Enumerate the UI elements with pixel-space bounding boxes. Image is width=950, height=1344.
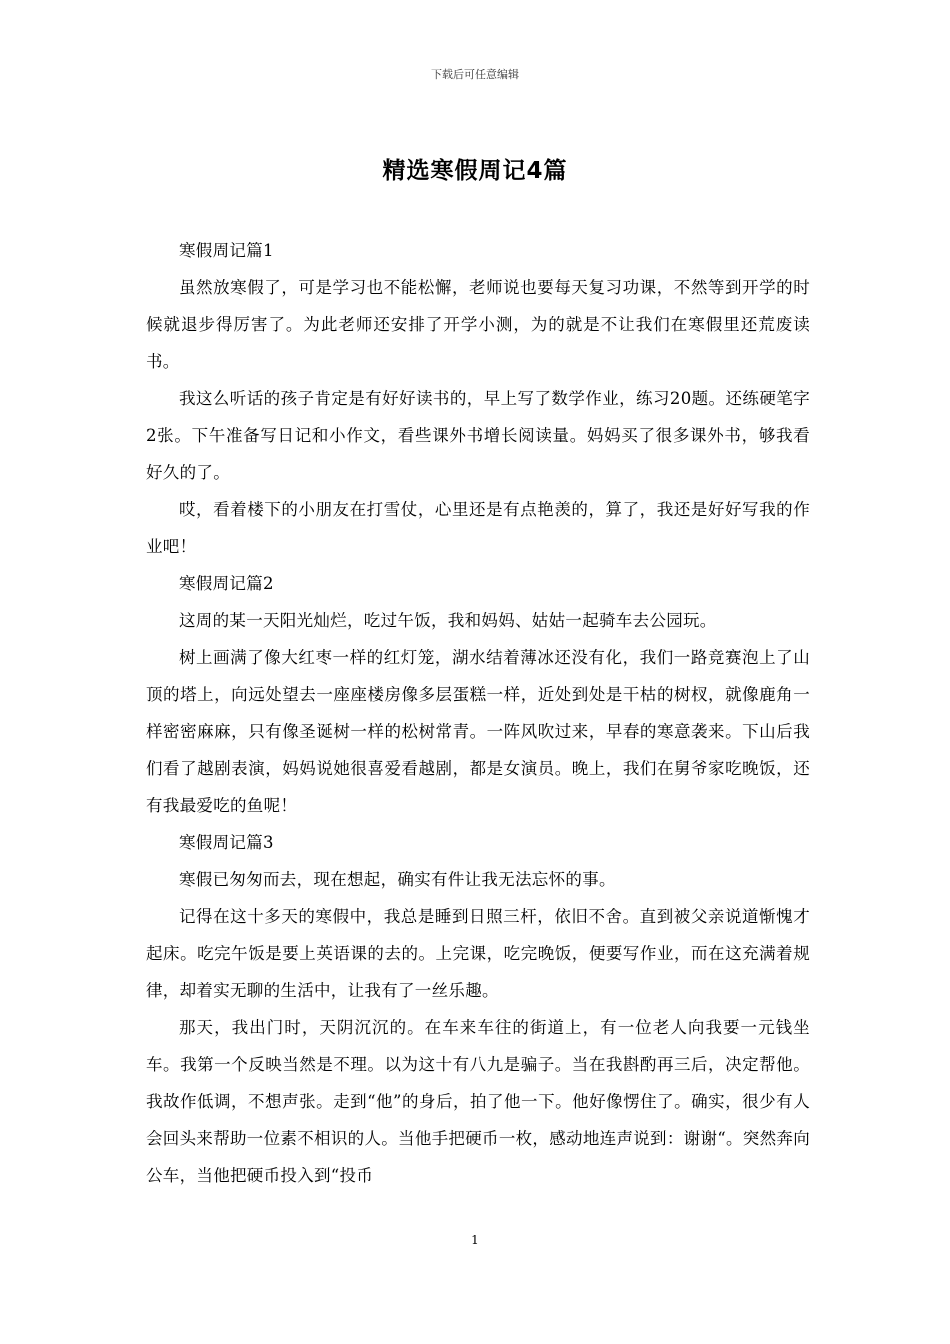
paragraph: 虽然放寒假了，可是学习也不能松懈，老师说也要每天复习功课，不然等到开学的时候就退步得厉害了。为此老师还安排了开学小测，为的就是不让我们在寒假里还荒废读书。 [146,278,810,371]
document-body [146,232,810,1194]
paragraph: 我这么听话的孩子肯定是有好好读书的，早上写了数学作业，练习20题。还练硬笔字2张。下午准备写日记和小作文，看些课外书增长阅读量。妈妈买了很多课外书，够我看好久的了。 [146,389,810,482]
section-heading-1: 寒假周记篇1 [179,241,274,260]
document-title: 精选寒假周记4篇 [382,158,568,184]
paragraph: 哎，看着楼下的小朋友在打雪仗，心里还是有点艳羡的，算了，我还是好好写我的作业吧！ [146,500,810,556]
paragraph: 这周的某一天阳光灿烂，吃过午饭，我和妈妈、姑姑一起骑车去公园玩。 [179,611,717,630]
section-heading-2: 寒假周记篇2 [179,574,274,593]
paragraph: 树上画满了像大红枣一样的红灯笼，湖水结着薄冰还没有化，我们一路竞赛泡上了山顶的塔上，向远处望去一座座楼房像多层蛋糕一样，近处到处是干枯的树杈，就像鹿角一样密密麻麻，只有像圣诞树一样的松树常青。一阵风吹过来，早春的寒意袭来。下山后我们看了越剧表演，妈妈说她很喜爱看越剧，都是女演员。晚上，我们在舅爷家吃晚饭，还有我最爱吃的鱼呢！ [146,648,810,815]
page-number: 1 [471,1233,479,1247]
section-heading-3: 寒假周记篇3 [179,833,274,852]
paragraph: 寒假已匆匆而去，现在想起，确实有件让我无法忘怀的事。 [179,870,616,889]
paragraph: 那天，我出门时，天阴沉沉的。在车来车往的街道上，有一位老人向我要一元钱坐车。我第一个反映当然是不理。以为这十有八九是骗子。当在我斟酌再三后，决定帮他。我故作低调，不想声张。走到“他”的身后，拍了他一下。他好像愣住了。确实，很少有人会回头来帮助一位素不相识的人。当他手把硬币一枚，感动地连声说到：谢谢“。突然奔向公车，当他把硬币投入到“投币 [146,1018,810,1185]
paragraph: 记得在这十多天的寒假中，我总是睡到日照三杆，依旧不舍。直到被父亲说道惭愧才起床。吃完午饭是要上英语课的去的。上完课，吃完晚饭，便要写作业，而在这充满着规律，却着实无聊的生活中，让我有了一丝乐趣。 [146,907,810,1000]
header-note: 下载后可任意编辑 [431,68,519,81]
